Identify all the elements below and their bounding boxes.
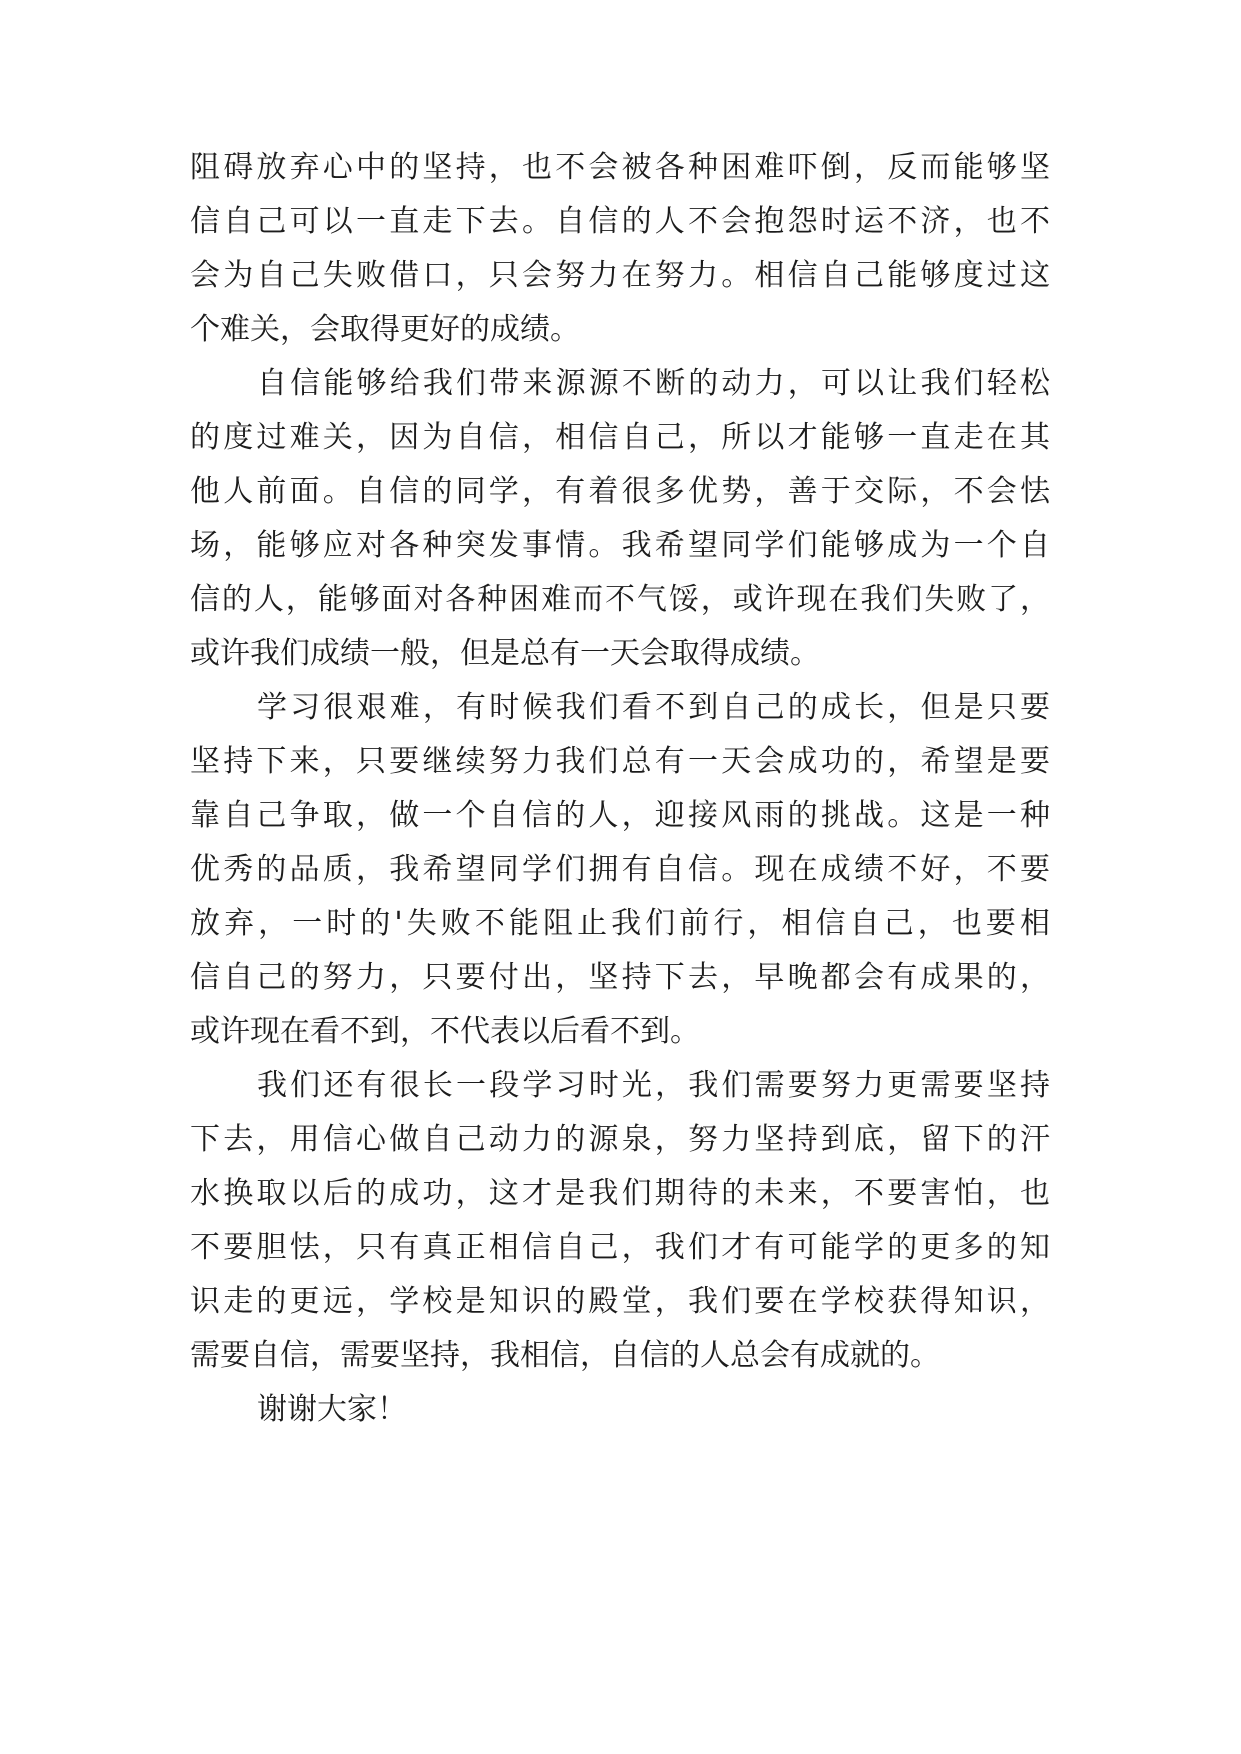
paragraph-line: 或许现在看不到，不代表以后看不到。 xyxy=(190,1014,700,1049)
paragraph-line: 优秀的品质，我希望同学们拥有自信。现在成绩不好，不要 xyxy=(190,852,1050,887)
paragraph-line: 下去，用信心做自己动力的源泉，努力坚持到底，留下的汗 xyxy=(190,1122,1050,1157)
closing-thanks: 谢谢大家！ xyxy=(257,1392,407,1427)
paragraph-line: 放弃，一时的'失败不能阻止我们前行，相信自己，也要相 xyxy=(190,906,1050,941)
paragraph-line: 信的人，能够面对各种困难而不气馁，或许现在我们失败了， xyxy=(190,582,1050,617)
paragraph-line: 需要自信，需要坚持，我相信，自信的人总会有成就的。 xyxy=(190,1338,940,1373)
paragraph-line: 场，能够应对各种突发事情。我希望同学们能够成为一个自 xyxy=(190,528,1050,563)
paragraph-line: 靠自己争取，做一个自信的人，迎接风雨的挑战。这是一种 xyxy=(190,798,1050,833)
paragraph-line: 会为自己失败借口，只会努力在努力。相信自己能够度过这 xyxy=(190,258,1050,293)
paragraph-first-line: 学习很艰难，有时候我们看不到自己的成长，但是只要 xyxy=(257,690,1050,725)
paragraph-line: 信自己可以一直走下去。自信的人不会抱怨时运不济，也不 xyxy=(190,204,1050,239)
paragraph-first-line: 自信能够给我们带来源源不断的动力，可以让我们轻松 xyxy=(257,366,1050,401)
paragraph-first-line: 我们还有很长一段学习时光，我们需要努力更需要坚持 xyxy=(257,1068,1050,1103)
paragraph-line: 信自己的努力，只要付出，坚持下去，早晚都会有成果的， xyxy=(190,960,1050,995)
paragraph-line: 个难关，会取得更好的成绩。 xyxy=(190,312,580,347)
paragraph-line: 的度过难关，因为自信，相信自己，所以才能够一直走在其 xyxy=(190,420,1050,455)
paragraph-line: 不要胆怯，只有真正相信自己，我们才有可能学的更多的知 xyxy=(190,1230,1050,1265)
paragraph-line: 坚持下来，只要继续努力我们总有一天会成功的，希望是要 xyxy=(190,744,1050,779)
paragraph-line: 或许我们成绩一般，但是总有一天会取得成绩。 xyxy=(190,636,820,671)
paragraph-line: 识走的更远，学校是知识的殿堂，我们要在学校获得知识， xyxy=(190,1284,1050,1319)
paragraph-line: 他人前面。自信的同学，有着很多优势，善于交际，不会怯 xyxy=(190,474,1050,509)
paragraph-line: 水换取以后的成功，这才是我们期待的未来，不要害怕，也 xyxy=(190,1176,1050,1211)
paragraph-line: 阻碍放弃心中的坚持，也不会被各种困难吓倒，反而能够坚 xyxy=(190,150,1050,185)
